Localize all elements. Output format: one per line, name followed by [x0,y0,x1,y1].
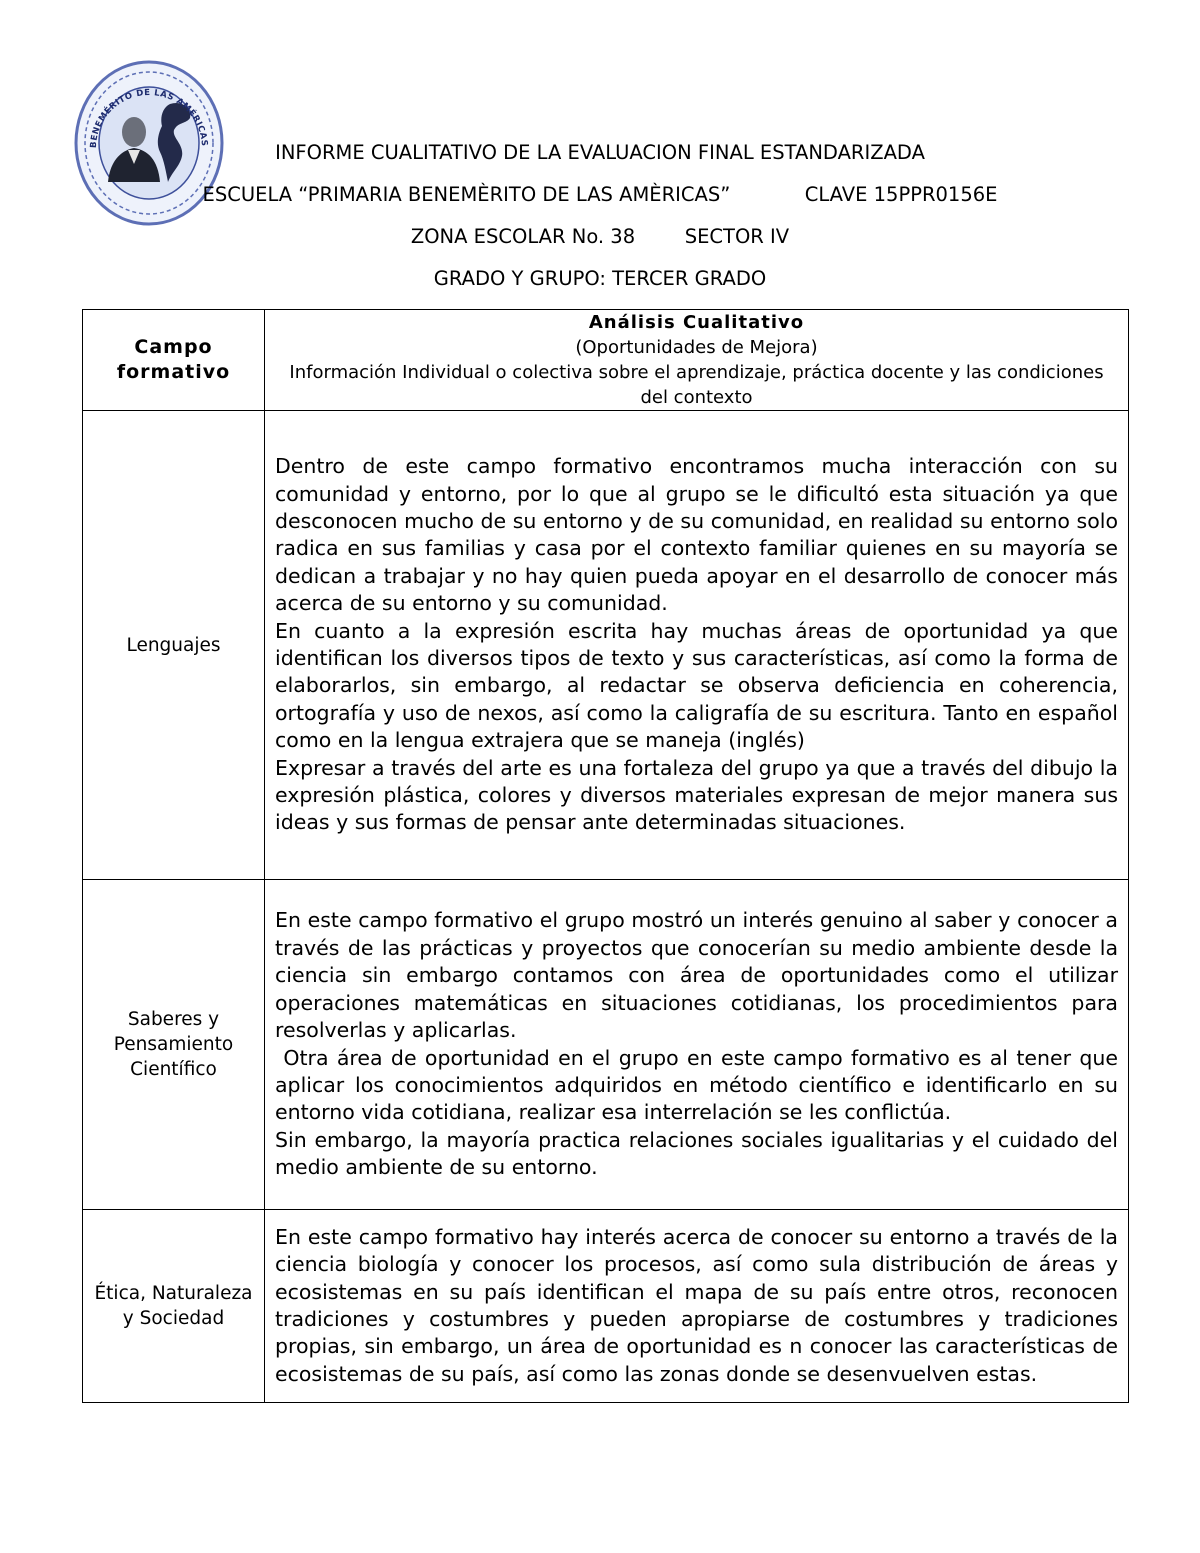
analysis-cell [265,1210,1129,1403]
analysis-description: Información Individual o colectiva sobre el aprendizaje, práctica docente y las condiciones del contexto [289,362,1104,408]
table-row [83,880,1129,1210]
table-row [83,411,1129,880]
school-sector: SECTOR IV [684,225,790,248]
school-zone: ZONA ESCOLAR No. 38 [410,225,636,248]
school-name: ESCUELA “PRIMARIA BENEMÈRITO DE LAS AMÈRICAS” [202,183,731,206]
table-row [83,1210,1129,1403]
col-header-analysis [265,310,1129,411]
analysis-paragraph: Sin embargo, la mayoría practica relaciones sociales igualitarias y el cuidado del medio ambiente de su entorno. [275,1127,1118,1180]
seal-text: BENEMÉRITO DE LAS AMÉRICAS [88,87,210,149]
analysis-paragraph: En este campo formativo hay interés acerca de conocer su entorno a través de la ciencia biología y conocer los procesos, así como sula distribución de áreas y ecosistemas en su país identifican el mapa de su país entre otros, reconocen tradiciones y costumbres y pueden apropiarse de costumbres y tradiciones propias, sin embargo, un área de oportunidad es n conocer las características de ecosistemas de su país, así como las zonas donde se desenvuelven estas. [275,1224,1118,1386]
analysis-paragraph: En cuanto a la expresión escrita hay muchas áreas de oportunidad ya que identifican los diversos tipos de texto y sus características, así como la forma de elaborarlos, sin embargo, al redactar se observa deficiencia en coherencia, ortografía y uso de nexos, así como la caligrafía de su escritura. Tanto en español como en la lengua extrajera que se maneja (inglés) [275,618,1118,753]
analysis-paragraph: Otra área de oportunidad en el grupo en este campo formativo es al tener que aplicar los conocimientos adquiridos en método científico e identificarlo en su entorno vida cotidiana, realizar esa interrelación se les conflictúa. [275,1045,1125,1125]
analysis-paragraph: En este campo formativo el grupo mostró un interés genuino al saber y conocer a través de las prácticas y proyectos que conocerían su medio ambiente desde la ciencia sin embargo contamos con área de oportunidades como el utilizar operaciones matemáticas en situaciones cotidianas, los procedimientos para resolverlas y aplicarlas. [275,908,1118,1043]
col-header-campo: Campo formativo [83,310,265,411]
analysis-paragraph: Dentro de este campo formativo encontramos mucha interacción con su comunidad y entorno, por lo que al grupo se le dificultó esta situación ya que desconocen mucho de su entorno y de su comunidad, en realidad su entorno solo radica en sus familias y casa por el contexto familiar quienes en su mayoría se dedican a trabajar y no hay quien pueda apoyar en el desarrollo de conocer más acerca de su entorno y su comunidad. [275,454,1118,616]
school-line [0,183,1200,207]
campo-cell: Ética, Naturaleza y Sociedad [83,1210,265,1403]
grade-group: GRADO Y GRUPO: TERCER GRADO [433,267,767,290]
qualitative-analysis-table [82,309,1129,1403]
campo-cell: Lenguajes [83,411,265,880]
campo-cell: Saberes y Pensamiento Científico [83,880,265,1210]
table-header-row [83,310,1129,411]
analysis-title: Análisis Cualitativo [588,312,805,333]
report-title: INFORME CUALITATIVO DE LA EVALUACION FINAL ESTANDARIZADA [275,141,925,164]
zone-line [0,225,1200,249]
analysis-cell [265,880,1129,1210]
school-clave: CLAVE 15PPR0156E [804,183,998,206]
analysis-subtitle: (Oportunidades de Mejora) [575,337,818,358]
analysis-cell [265,411,1129,880]
analysis-paragraph: Expresar a través del arte es una fortaleza del grupo ya que a través del dibujo la expresión plástica, colores y diversos materiales expresan de mejor manera sus ideas y sus formas de pensar ante determinadas situaciones. [275,755,1118,835]
